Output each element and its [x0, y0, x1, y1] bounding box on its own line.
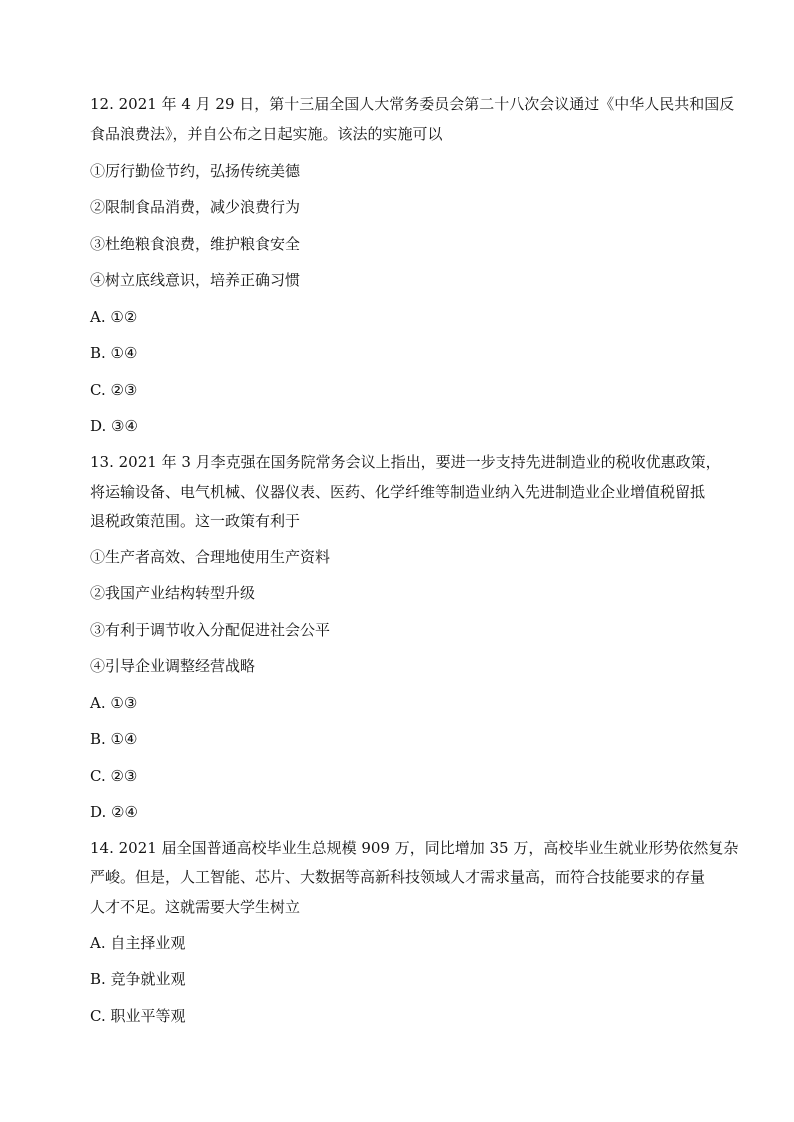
answer-option: B. ①④	[90, 344, 138, 362]
question-stem-line: 退税政策范围。这一政策有利于	[90, 512, 301, 530]
question-stem-line: 严峻。但是，人工智能、芯片、大数据等高新科技领域人才需求量高，而符合技能要求的存量	[90, 868, 706, 886]
answer-option: B. 竞争就业观	[90, 970, 186, 988]
statement: ①生产者高效、合理地使用生产资料	[90, 548, 331, 566]
statement: ③杜绝粮食浪费，维护粮食安全	[90, 235, 301, 253]
statement: ④引导企业调整经营战略	[90, 657, 256, 675]
answer-option: A. ①②	[90, 308, 138, 326]
question-stem-line: 食品浪费法》，并自公布之日起实施。该法的实施可以	[90, 125, 443, 143]
statement: ③有利于调节收入分配促进社会公平	[90, 621, 331, 639]
answer-option: C. ②③	[90, 767, 138, 785]
question-stem-line: 13. 2021 年 3 月李克强在国务院常务会议上指出，要进一步支持先进制造业的税收优惠政策，	[90, 453, 721, 471]
answer-option: C. 职业平等观	[90, 1007, 186, 1025]
answer-option: D. ③④	[90, 417, 138, 435]
answer-option: B. ①④	[90, 730, 138, 748]
answer-option: A. ①③	[90, 694, 138, 712]
answer-option: A. 自主择业观	[90, 934, 186, 952]
question-stem-line: 将运输设备、电气机械、仪器仪表、医药、化学纤维等制造业纳入先进制造业企业增值税留抵	[90, 483, 706, 501]
question-stem-line: 人才不足。这就需要大学生树立	[90, 898, 301, 916]
statement: ①厉行勤俭节约，弘扬传统美德	[90, 162, 301, 180]
answer-option: D. ②④	[90, 803, 138, 821]
statement: ④树立底线意识，培养正确习惯	[90, 271, 301, 289]
question-stem-line: 12. 2021 年 4 月 29 日，第十三届全国人大常务委员会第二十八次会议通过《中华人民共和国反	[90, 95, 735, 113]
statement: ②我国产业结构转型升级	[90, 584, 256, 602]
answer-option: C. ②③	[90, 381, 138, 399]
question-stem-line: 14. 2021 届全国普通高校毕业生总规模 909 万，同比增加 35 万，高校毕业生就业形势依然复杂	[90, 839, 739, 857]
statement: ②限制食品消费，减少浪费行为	[90, 198, 301, 216]
